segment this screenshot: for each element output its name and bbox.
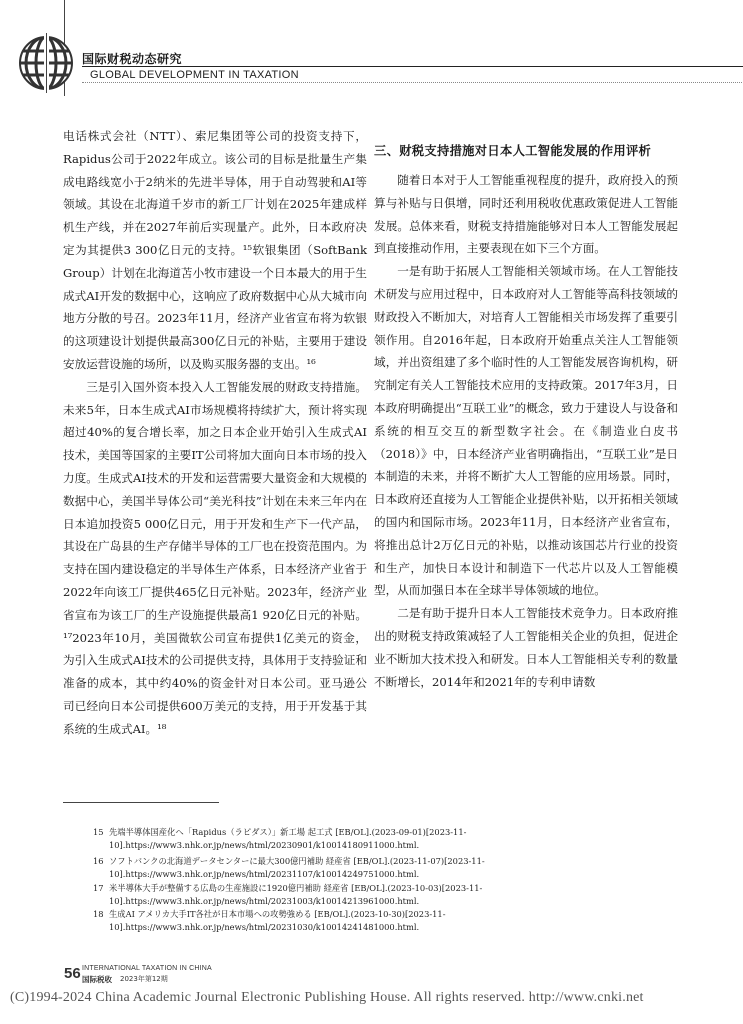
right-paragraph-2: 一是有助于拓展人工智能相关领域市场。在人工智能技术研发与应用过程中，日本政府对人工智能等高科技领域的财政投入不断加大，对培育人工智能相关市场发挥了重要引领作用。自2016年起，日本政府开始重点关注人工智能领域，并出资组建了多个临时性的人工智能发展咨询机构，研究制定有关人工智能技术应用的支持政策。2017年3月，日本政府明确提出“互联工业”的概念，致力于建设人与设备和系统的相互交互的新型数字社会。在《制造业白皮书（2018）》中，日本经济产业省明确指出，“互联工业”是日本制造的未来，并将不断扩大人工智能的应用场景。同时，日本政府还直接为人工智能企业提供补贴，以开拓相关领域的国内和国际市场。2023年11月，日本经济产业省宣布，将推出总计2万亿日元的补贴，以推动该国芯片行业的投资和生产，加快日本设计和制造下一代芯片以及人工智能模型，从而加强日本在全球半导体领域的地位。 [374, 264, 678, 598]
footnote-text: ソフトバンクの北海道データセンターに最大300億円補助 経産省 [EB/OL].(2023-11-07)[2023-11-10].https://www3.nhk.or.jp/news/html/20231107/k10014249751000.html. [109, 856, 485, 879]
left-paragraph-1: 电话株式会社（NTT）、索尼集团等公司的投资支持下，Rapidus公司于2022年成立。该公司的目标是批量生产集成电路线宽小于2纳米的先进半导体，用于自动驾驶和AI等领域。其设在北海道千岁市的新工厂计划在2025年建成样机生产线，并在2027年前后实现量产。此外，日本政府决定为其提供3 300亿日元的支持。¹⁵软银集团（SoftBank Group）计划在北海道苫小牧市建设一个日本最大的用于生成式AI开发的数据中心，这响应了政府数据中心从大城市向地方分散的号召。2023年11月，经济产业省宣布将为软银的这项建设计划提供最高300亿日元的补贴，主要用于建设安放运营设施的场所，以及购买服务器的支出。¹⁶ [63, 129, 367, 371]
footnote-rule [63, 802, 219, 803]
footnote-number: 16 [93, 856, 104, 866]
header-dotted-rule [82, 82, 743, 83]
right-paragraph-1: 随着日本对于人工智能重视程度的提升，政府投入的预算与补贴与日俱增，同时还利用税收优惠政策促进人工智能发展。总体来看，财税支持措施能够对日本人工智能发展起到直接推动作用，主要表现在如下三个方面。 [374, 173, 678, 256]
journal-section-title-en: GLOBAL DEVELOPMENT IN TAXATION [90, 69, 299, 81]
page-number: 56 [64, 965, 81, 982]
right-paragraph-3: 二是有助于提升日本人工智能技术竞争力。日本政府推出的财税支持政策减轻了人工智能相关企业的负担，促进企业不断加大技术投入和研发。日本人工智能相关专利的数量不断增长，2014年和2021年的专利申请数 [374, 606, 678, 689]
copyright-notice: (C)1994-2024 China Academic Journal Electronic Publishing House. All rights reserved. http://www.cnki.net [10, 990, 644, 1005]
left-column [63, 125, 367, 741]
right-column [374, 125, 678, 693]
journal-name-cn: 国际税收 [82, 975, 112, 984]
journal-section-title: 国际财税动态研究 [82, 52, 183, 66]
footnote-number: 18 [93, 909, 104, 919]
footnote-number: 15 [93, 827, 104, 837]
journal-issue: 2023年第12期 [120, 975, 168, 983]
journal-name-en: INTERNATIONAL TAXATION IN CHINA [82, 965, 212, 972]
left-paragraph-2: 三是引入国外资本投入人工智能发展的财政支持措施。未来5年，日本生成式AI市场规模将持续扩大，预计将实现超过40%的复合增长率，加之日本企业开始引入生成式AI技术，美国等国家的主要IT公司将加大面向日本市场的投入力度。生成式AI技术的开发和运营需要大量资金和大规模的数据中心，美国半导体公司“美光科技”计划在未来三年内在日本追加投资5 000亿日元，用于开发和生产下一代产品，其设在广岛县的生产存储半导体的工厂也在投资范围内。为支持在国内建设稳定的半导体生产体系，日本经济产业省于2022年向该工厂提供465亿日元补贴。2023年，经济产业省宣布为该工厂的生产设施提供最高1 920亿日元的补贴。¹⁷2023年10月，美国微软公司宣布提供1亿美元的资金，为引入生成式AI技术的公司提供支持，具体用于支持验证和准备的成本，其中约40%的资金针对日本公司。亚马逊公司已经向日本公司提供600万美元的支持，用于开发基于其系统的生成式AI。¹⁸ [63, 379, 367, 736]
footnote-text: 生成AI アメリカ大手IT各社が日本市場への攻勢強める [EB/OL].(2023-10-30)[2023-11-10].https://www3.nhk.or.jp/news/html/20231030/k10014241481000.html. [109, 909, 446, 932]
footnote-text: 米半導体大手が整備する広島の生産施設に1920億円補助 経産省 [EB/OL].(2023-10-03)[2023-11-10].https://www3.nhk.or.jp/news/html/20231003/k10014213961000.html. [109, 883, 483, 906]
footnote-text: 先端半導体国産化へ「Rapidus（ラピダス）」新工場 起工式 [EB/OL].(2023-09-01)[2023-11-10].https://www3.nhk.or.jp/news/html/20230901/k10014180911000.html. [109, 827, 467, 850]
section-heading: 三、财税支持措施对日本人工智能发展的作用评析 [374, 144, 652, 158]
header-rule [82, 66, 743, 67]
footnote-number: 17 [93, 883, 104, 893]
globe-logo-icon [16, 33, 76, 93]
